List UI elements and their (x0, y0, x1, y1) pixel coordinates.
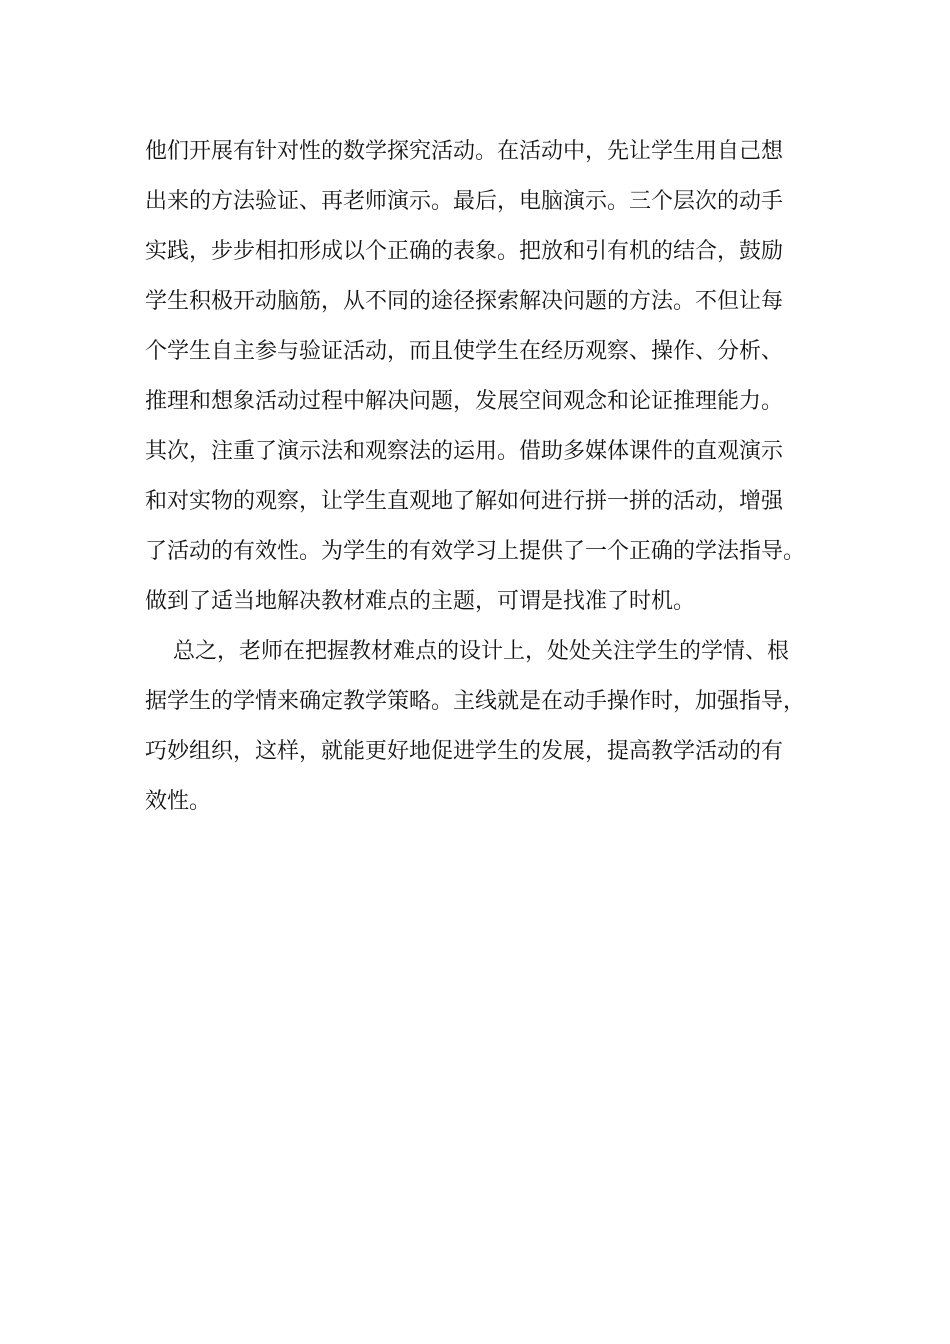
text-line: 其次，注重了演示法和观察法的运用。借助多媒体课件的直观演示 (145, 439, 784, 464)
document-body (145, 130, 835, 830)
text-line: 个学生自主参与验证活动，而且使学生在经历观察、操作、分析、 (145, 339, 784, 364)
text-line: 了活动的有效性。为学生的有效学习上提供了一个正确的学法指导。 (145, 539, 806, 564)
text-line: 推理和想象活动过程中解决问题，发展空间观念和论证推理能力。 (145, 389, 784, 414)
text-line: 学生积极开动脑筋，从不同的途径探索解决问题的方法。不但让每 (145, 289, 784, 314)
text-line: 出来的方法验证、再老师演示。最后，电脑演示。三个层次的动手 (145, 189, 784, 214)
text-line: 总之，老师在把握教材难点的设计上，处处关注学生的学情、根 (173, 639, 790, 664)
paragraph-1 (145, 130, 835, 630)
text-line: 实践，步步相扣形成以个正确的表象。把放和引有机的结合，鼓励 (145, 239, 784, 264)
text-line: 据学生的学情来确定教学策略。主线就是在动手操作时，加强指导， (145, 689, 806, 714)
text-line: 做到了适当地解决教材难点的主题，可谓是找准了时机。 (145, 589, 696, 614)
text-line: 效性。 (145, 789, 212, 814)
text-line: 巧妙组织，这样，就能更好地促进学生的发展，提高教学活动的有 (145, 739, 784, 764)
text-line: 和对实物的观察，让学生直观地了解如何进行拼一拼的活动，增强 (145, 489, 784, 514)
paragraph-2 (145, 630, 835, 830)
text-line: 他们开展有针对性的数学探究活动。在活动中，先让学生用自己想 (145, 139, 784, 164)
